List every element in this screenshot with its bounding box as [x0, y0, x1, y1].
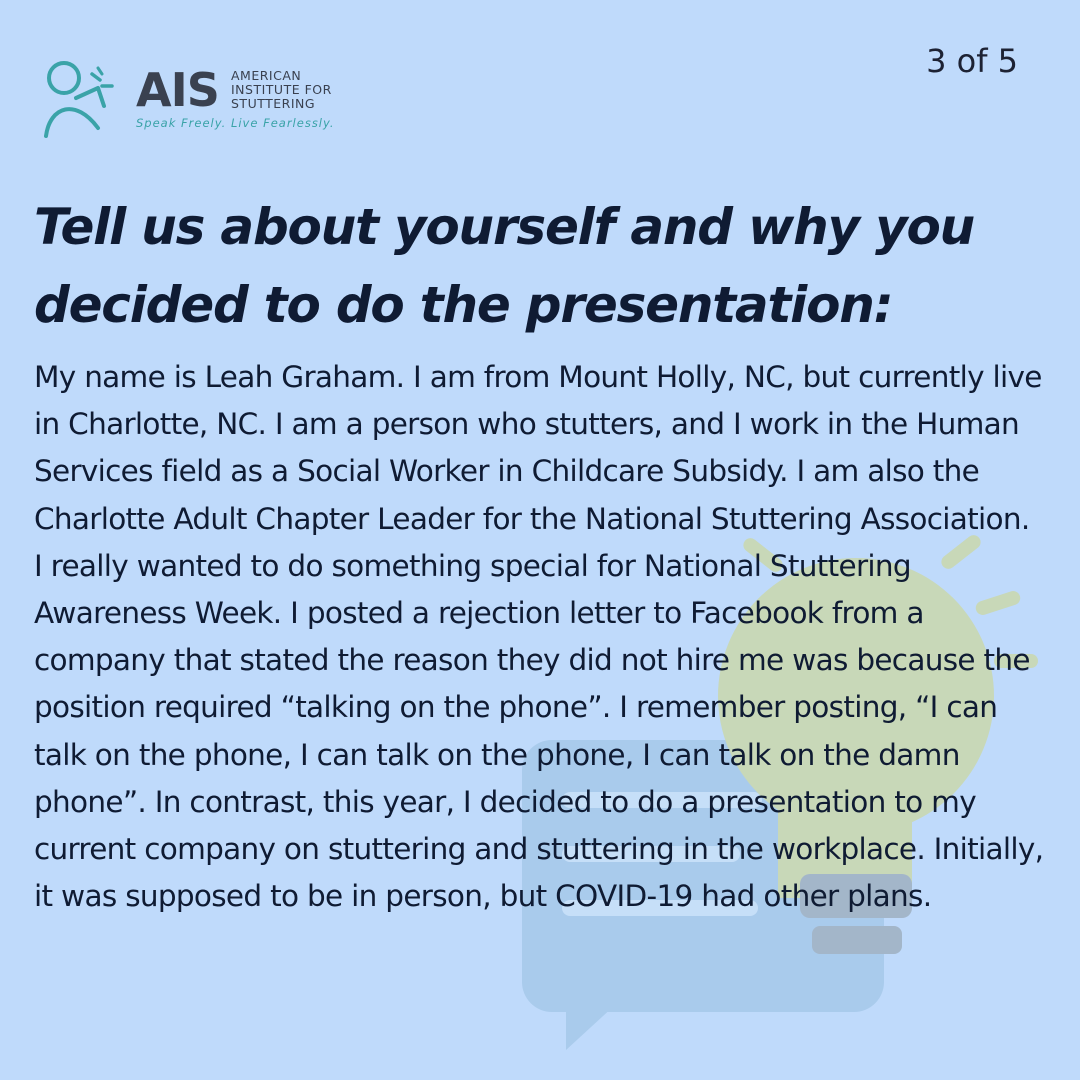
logo-name-line: INSTITUTE FOR — [231, 82, 332, 97]
logo-organization-name — [231, 69, 332, 111]
speaking-person-logo-icon — [40, 58, 124, 142]
ais-logo[interactable] — [40, 58, 360, 144]
logo-tagline: Speak Freely. Live Fearlessly. — [136, 116, 335, 130]
logo-name-line: STUTTERING — [231, 96, 316, 111]
logo-name-line: AMERICAN — [231, 68, 302, 83]
question-heading: Tell us about yourself and why you decided to do the presentation: — [34, 198, 975, 334]
answer-body: My name is Leah Graham. I am from Mount Holly, NC, but currently live in Charlotte, NC. I am a person who stutters, and I work in the Human Services field as a Social Worker in Childcare Subsidy. I am also the Charlotte Adult Chapter Leader for the National Stuttering Association. I really wanted to do something special for National Stuttering Awareness Week. I posted a rejection letter to Facebook from a company that stated the reason they did not hire me was because the position required “talking on the phone”. I remember posting, “I can talk on the phone, I can talk on the phone, I can talk on the damn phone”. In contrast, this year, I decided to do a presentation to my current company on stuttering and stuttering in the workplace. Initially, it was supposed to be in person, but COVID-19 had other plans. — [34, 360, 1044, 914]
logo-abbreviation: AIS — [136, 63, 219, 117]
page-counter: 3 of 5 — [926, 42, 1018, 80]
